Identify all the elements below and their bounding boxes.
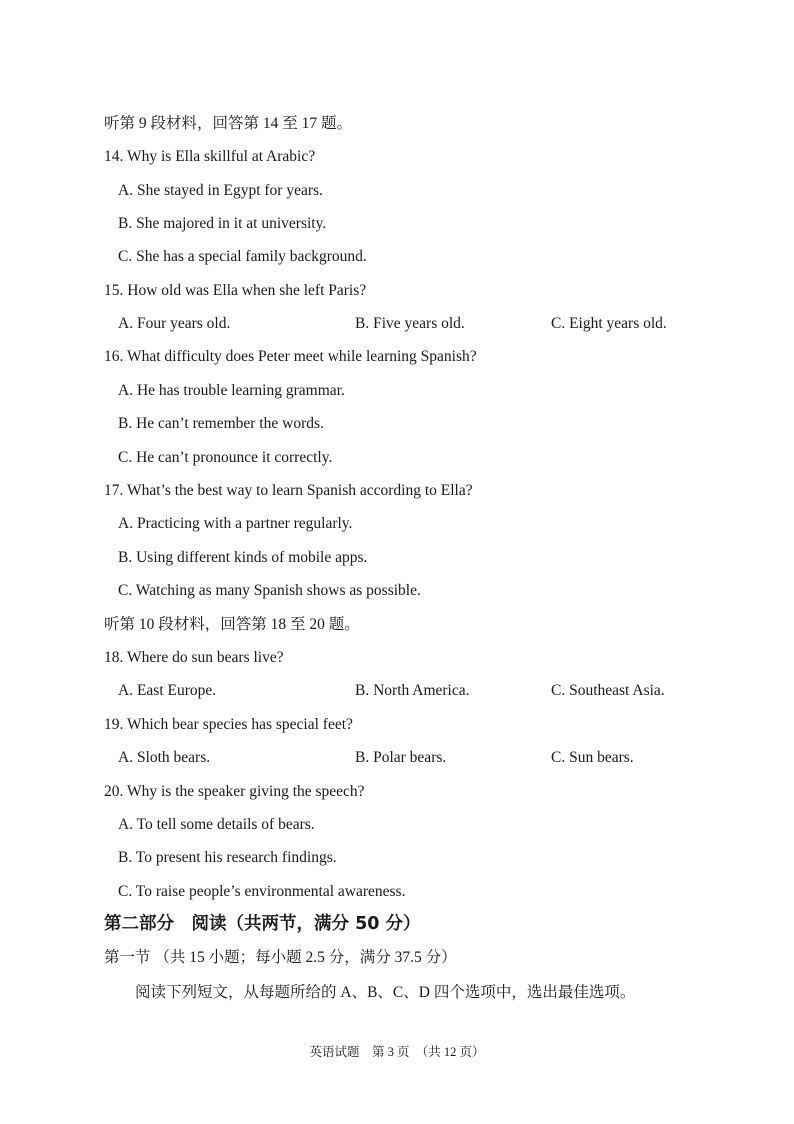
question-14-option-b: B. She majored in it at university. [118, 215, 327, 232]
question-17-option-a: A. Practicing with a partner regularly. [118, 515, 353, 532]
question-15-option-b: B. Five years old. [355, 315, 465, 332]
question-17-option-c: C. Watching as many Spanish shows as possible. [118, 582, 421, 599]
question-19-option-b: B. Polar bears. [355, 749, 447, 766]
question-20-stem: 20. Why is the speaker giving the speech? [104, 783, 365, 800]
question-14-stem: 14. Why is Ella skillful at Arabic? [104, 148, 316, 165]
part-two-heading: 第二部分 阅读（共两节，满分 50 分） [104, 914, 421, 934]
question-18-option-c: C. Southeast Asia. [551, 682, 665, 699]
question-20-option-a: A. To tell some details of bears. [118, 816, 315, 833]
question-18-option-b: B. North America. [355, 682, 470, 699]
question-16-option-c: C. He can’t pronounce it correctly. [118, 449, 333, 466]
section-one-subheading: 第一节 （共 15 小题；每小题 2.5 分，满分 37.5 分） [104, 949, 457, 966]
question-19-option-c: C. Sun bears. [551, 749, 634, 766]
section-intro-passage-9: 听第 9 段材料，回答第 14 至 17 题。 [104, 115, 353, 132]
question-18-option-a: A. East Europe. [118, 682, 217, 699]
question-15-option-c: C. Eight years old. [551, 315, 667, 332]
question-19-stem: 19. Which bear species has special feet? [104, 716, 353, 733]
question-19-option-a: A. Sloth bears. [118, 749, 211, 766]
question-15-stem: 15. How old was Ella when she left Paris? [104, 282, 367, 299]
question-16-stem: 16. What difficulty does Peter meet while learning Spanish? [104, 348, 477, 365]
section-intro-passage-10: 听第 10 段材料，回答第 18 至 20 题。 [104, 616, 360, 633]
question-18-stem: 18. Where do sun bears live? [104, 649, 284, 666]
question-14-option-a: A. She stayed in Egypt for years. [118, 182, 323, 199]
question-17-option-b: B. Using different kinds of mobile apps. [118, 549, 368, 566]
reading-instruction: 阅读下列短文，从每题所给的 A、B、C、D 四个选项中，选出最佳选项。 [135, 984, 636, 1001]
question-17-stem: 17. What’s the best way to learn Spanish according to Ella? [104, 482, 473, 499]
question-16-option-a: A. He has trouble learning grammar. [118, 382, 345, 399]
question-14-option-c: C. She has a special family background. [118, 248, 367, 265]
question-20-option-c: C. To raise people’s environmental awareness. [118, 883, 406, 900]
question-20-option-b: B. To present his research findings. [118, 849, 337, 866]
question-15-option-a: A. Four years old. [118, 315, 231, 332]
question-16-option-b: B. He can’t remember the words. [118, 415, 324, 432]
page-footer: 英语试题 第 3 页 （共 12 页） [309, 1045, 485, 1059]
